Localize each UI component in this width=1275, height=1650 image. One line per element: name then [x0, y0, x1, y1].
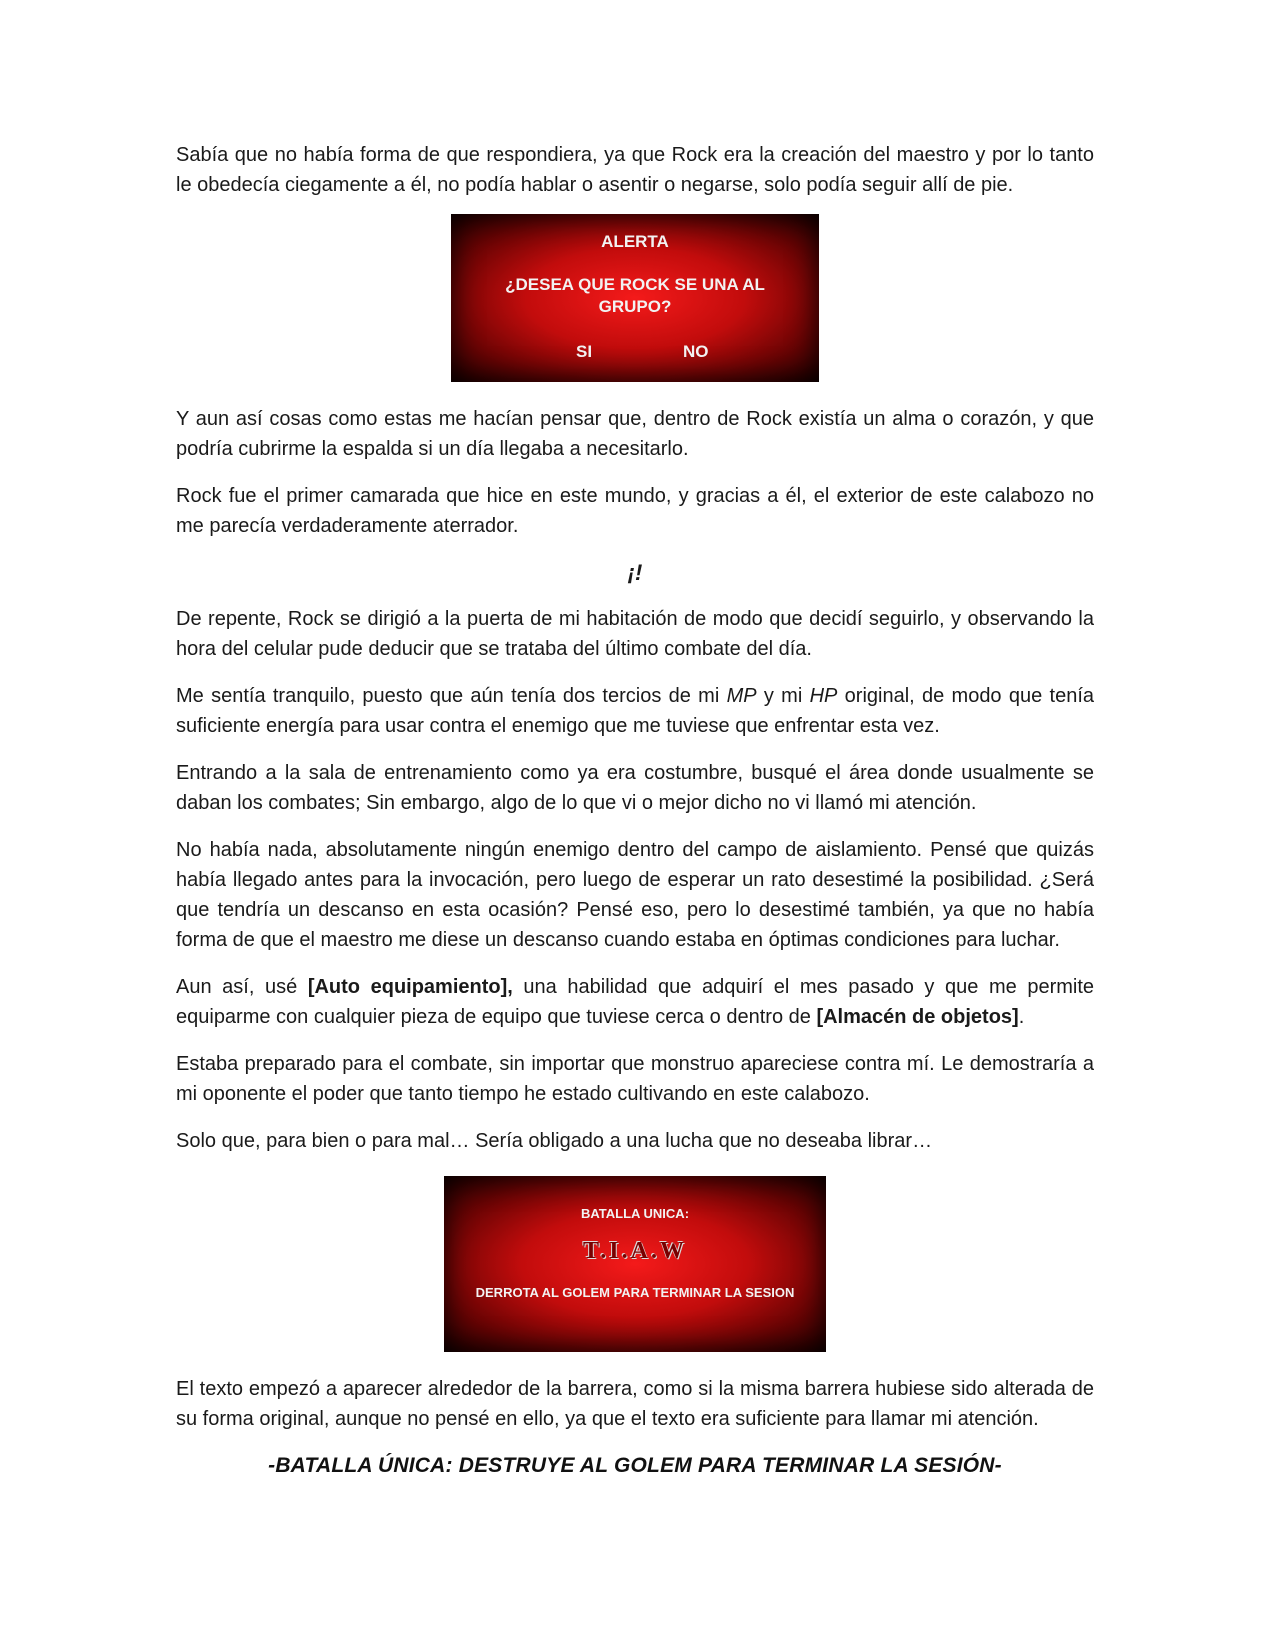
- battle-logo: T.I.A.W: [583, 1238, 687, 1264]
- no-button[interactable]: NO: [683, 342, 709, 361]
- paragraph-3: Rock fue el primer camarada que hice en este mundo, y gracias a él, el exterior de este calabozo no me parecía verdaderamente aterrador.: [176, 485, 1094, 537]
- battle-banner: [444, 1176, 826, 1352]
- paragraph-1: Sabía que no había forma de que respondiera, ya que Rock era la creación del maestro y por lo tanto le obedecía ciegamente a él, no podía hablar o asentir o negarse, solo podía seguir allí de pie.: [176, 144, 1094, 196]
- paragraph-5-text-b: y mi: [756, 685, 810, 707]
- paragraph-6: Entrando a la sala de entrenamiento como ya era costumbre, busqué el área donde usualmente se daban los combates; Sin embargo, algo de lo que vi o mejor dicho no vi llamó mi atención.: [176, 762, 1094, 814]
- battle-announcement: -BATALLA ÚNICA: DESTRUYE AL GOLEM PARA TERMINAR LA SESIÓN-: [268, 1454, 1002, 1477]
- battle-title: BATALLA UNICA:: [580, 1206, 690, 1221]
- alert-dialog: [451, 214, 819, 382]
- paragraph-4: De repente, Rock se dirigió a la puerta de mi habitación de modo que decidí seguirlo, y observando la hora del celular pude deducir que se trataba del último combate del día.: [176, 608, 1094, 660]
- storage-name: [Almacén de objetos]: [816, 1006, 1019, 1028]
- alert-title: ALERTA: [601, 232, 669, 251]
- paragraph-5-text-a: Me sentía tranquilo, puesto que aún tenía dos tercios de mi: [176, 685, 727, 707]
- paragraph-7: No había nada, absolutamente ningún enemigo dentro del campo de aislamiento. Pensé que quizás había llegado antes para la invocación, pero luego de esperar un rato desestimé la posibilidad. ¿Será que tendría un descanso en esta ocasión? Pensé eso, pero lo desestimé también, ya que no había forma de que el maestro me diese un descanso cuando estaba en óptimas condiciones para luchar.: [176, 839, 1094, 951]
- skill-name: [Auto equipamiento],: [307, 976, 513, 998]
- paragraph-2: Y aun así cosas como estas me hacían pensar que, dentro de Rock existía un alma o corazón, y que podría cubrirme la espalda si un día llegaba a necesitarlo.: [176, 408, 1094, 460]
- paragraph-10: Solo que, para bien o para mal… Sería obligado a una lucha que no deseaba librar…: [176, 1130, 933, 1152]
- paragraph-5: [176, 681, 1094, 741]
- paragraph-8-text-b: una habilidad que adquirí el mes pasado y que me permite equiparme con cualquier pieza de equipo que tuviese cerca o dentro de: [176, 976, 1095, 1028]
- scene-separator: ¡!: [627, 560, 643, 585]
- paragraph-8-text-c: .: [1018, 1006, 1025, 1028]
- document-page: [176, 140, 1094, 1481]
- alert-question: ¿DESEA QUE ROCK SE UNA AL GRUPO?: [505, 275, 765, 316]
- mp-term: MP: [726, 685, 757, 707]
- paragraph-8: [176, 972, 1094, 1032]
- battle-subtitle: DERROTA AL GOLEM PARA TERMINAR LA SESION: [475, 1285, 795, 1300]
- yes-button[interactable]: SI: [576, 342, 593, 361]
- paragraph-8-text-a: Aun así, usé: [176, 976, 308, 998]
- paragraph-5-text-c: original, de modo que tenía suficiente energía para usar contra el enemigo que me tuviese que enfrentar esta vez.: [176, 685, 1095, 737]
- paragraph-9: Estaba preparado para el combate, sin importar que monstruo apareciese contra mí. Le demostraría a mi oponente el poder que tanto tiempo he estado cultivando en este calabozo.: [176, 1053, 1094, 1105]
- hp-term: HP: [809, 685, 838, 707]
- paragraph-11: El texto empezó a aparecer alrededor de la barrera, como si la misma barrera hubiese sido alterada de su forma original, aunque no pensé en ello, ya que el texto era suficiente para llamar mi atención.: [176, 1378, 1094, 1430]
